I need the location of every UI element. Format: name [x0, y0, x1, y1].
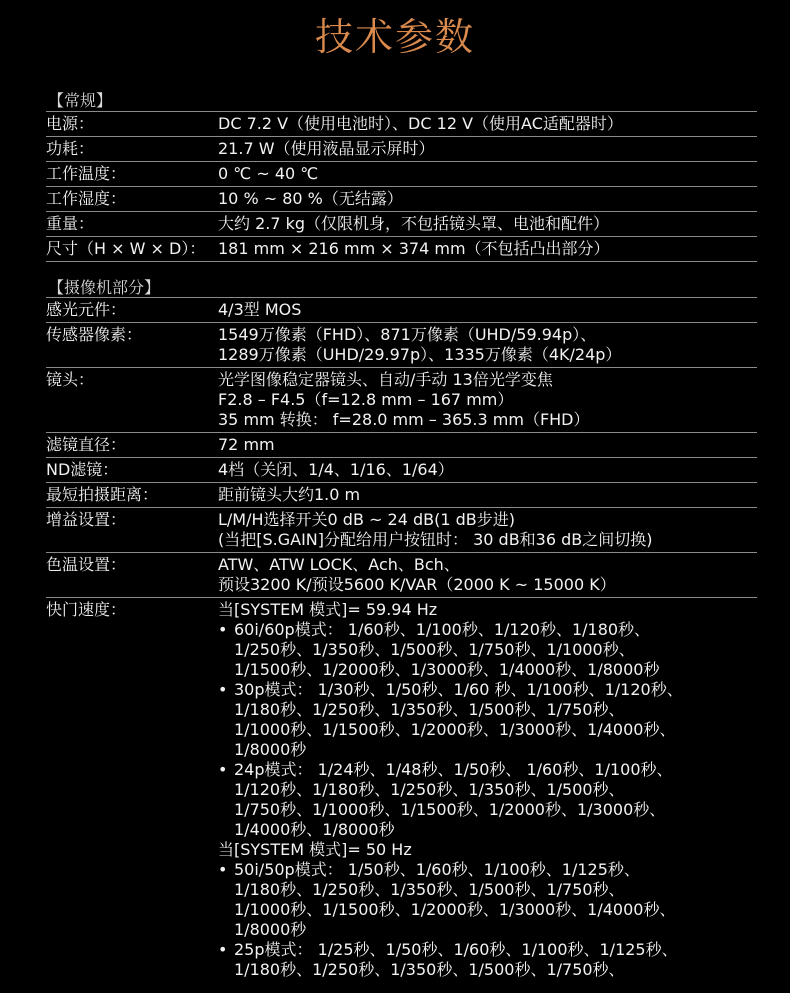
shutter-line: 1/750秒、1/1000秒、1/1500秒、1/2000秒、1/3000秒、 — [234, 800, 666, 819]
shutter-mode-item — [218, 760, 757, 840]
shutter-line: 1/1000秒、1/1500秒、1/2000秒、1/3000秒、1/4000秒、 — [234, 900, 676, 919]
spec-label: 感光元件： — [46, 300, 127, 319]
spec-row — [46, 298, 757, 323]
spec-value-line: 4档（关闭、1/4、1/16、1/64） — [218, 460, 454, 479]
spec-value — [218, 600, 757, 980]
shutter-line: 60i/60p模式： 1/60秒、1/100秒、1/120秒、1/180秒、 — [234, 620, 651, 639]
spec-value-line: 181 mm × 216 mm × 374 mm（不包括凸出部分） — [218, 239, 610, 258]
bullet-icon: • — [218, 760, 228, 779]
spec-label: 滤镜直径： — [46, 435, 127, 454]
spec-row — [46, 323, 757, 368]
spec-value — [218, 555, 757, 595]
bullet-icon: • — [218, 940, 228, 959]
camera-spec-table — [46, 297, 757, 982]
shutter-line: 1/180秒、1/250秒、1/350秒、1/500秒、1/750秒、 — [234, 960, 625, 979]
spec-row — [46, 237, 757, 262]
spec-row — [46, 458, 757, 483]
spec-label: 快门速度： — [46, 600, 127, 619]
shutter-mode-item — [218, 940, 757, 980]
spec-value-line: (当把[S.GAIN]分配给用户按钮时： 30 dB和36 dB之间切换) — [218, 530, 653, 549]
spec-row — [46, 162, 757, 187]
spec-label: 工作温度： — [46, 164, 127, 183]
spec-label: 最短拍摄距离： — [46, 485, 159, 504]
spec-value — [218, 114, 757, 134]
spec-value — [218, 325, 757, 365]
spec-value-line: ATW、ATW LOCK、Ach、Bch、 — [218, 555, 460, 574]
bullet-icon: • — [218, 860, 228, 879]
spec-value — [218, 300, 757, 320]
spec-value-line: L/M/H选择开关0 dB ~ 24 dB(1 dB步进) — [218, 510, 515, 529]
spec-label: 电源： — [46, 114, 95, 133]
shutter-mode-text — [234, 940, 757, 980]
shutter-line: 50i/50p模式： 1/50秒、1/60秒、1/100秒、1/125秒、 — [234, 860, 640, 879]
spec-value-line: 大约 2.7 kg（仅限机身，不包括镜头罩、电池和配件） — [218, 214, 610, 233]
spec-row — [46, 212, 757, 237]
shutter-line: 1/180秒、1/250秒、1/350秒、1/500秒、1/750秒、 — [234, 880, 625, 899]
shutter-line: 1/4000秒、1/8000秒 — [234, 820, 395, 839]
spec-label: 增益设置： — [46, 510, 127, 529]
spec-label: 色温设置： — [46, 555, 127, 574]
spec-value — [218, 460, 757, 480]
shutter-mode-text — [234, 860, 757, 940]
spec-value-line: 0 ℃ ~ 40 ℃ — [218, 164, 319, 183]
spec-value — [218, 164, 757, 184]
spec-row — [46, 187, 757, 212]
spec-value-line: 72 mm — [218, 435, 275, 454]
spec-label: 传感器像素： — [46, 325, 143, 344]
section-heading-general: 【常规】 — [48, 91, 113, 110]
section-heading-camera: 【摄像机部分】 — [48, 278, 161, 297]
shutter-line: 25p模式： 1/25秒、1/50秒、1/60秒、1/100秒、1/125秒、 — [234, 940, 678, 959]
spec-label: 工作湿度： — [46, 189, 127, 208]
spec-value-line: 4/3型 MOS — [218, 300, 302, 319]
general-spec-table — [46, 111, 757, 262]
spec-value — [218, 370, 757, 430]
spec-row-shutter — [46, 598, 757, 982]
bullet-icon: • — [218, 680, 228, 699]
shutter-line: 1/1500秒、1/2000秒、1/3000秒、1/4000秒、1/8000秒 — [234, 660, 660, 679]
shutter-line: 1/8000秒 — [234, 740, 307, 759]
spec-value — [218, 485, 757, 505]
spec-label: 镜头： — [46, 370, 95, 389]
bullet-icon: • — [218, 620, 228, 639]
spec-row — [46, 368, 757, 433]
spec-row — [46, 137, 757, 162]
spec-row — [46, 433, 757, 458]
shutter-mode-text — [234, 620, 757, 680]
shutter-line: 1/250秒、1/350秒、1/500秒、1/750秒、1/1000秒、 — [234, 640, 635, 659]
spec-value-line: 1549万像素（FHD）、871万像素（UHD/59.94p）、 — [218, 325, 597, 344]
shutter-mode-text — [234, 680, 757, 760]
shutter-line: 1/180秒、1/250秒、1/350秒、1/500秒、1/750秒、 — [234, 700, 625, 719]
spec-row — [46, 553, 757, 598]
spec-value-line: 光学图像稳定器镜头、自动/手动 13倍光学变焦 — [218, 370, 553, 389]
spec-label: 尺寸（H × W × D）： — [46, 239, 206, 258]
spec-label: 功耗： — [46, 139, 95, 158]
spec-row — [46, 508, 757, 553]
spec-value-line: 21.7 W（使用液晶显示屏时） — [218, 139, 435, 158]
spec-value — [218, 139, 757, 159]
shutter-mode-item — [218, 680, 757, 760]
spec-value-line: 距前镜头大约1.0 m — [218, 485, 361, 504]
page-title: 技术参数 — [314, 15, 475, 59]
spec-row — [46, 483, 757, 508]
shutter-mode-text — [234, 760, 757, 840]
spec-value — [218, 189, 757, 209]
spec-value-line: 1289万像素（UHD/29.97p）、1335万像素（4K/24p） — [218, 345, 622, 364]
shutter-line: 1/120秒、1/180秒、1/250秒、1/350秒、1/500秒、 — [234, 780, 625, 799]
shutter-line: 1/8000秒 — [234, 920, 307, 939]
spec-value — [218, 239, 757, 259]
shutter-line: 24p模式： 1/24秒、1/48秒、1/50秒、 1/60秒、1/100秒、 — [234, 760, 673, 779]
shutter-mode-item — [218, 620, 757, 680]
spec-value-line: 35 mm 转换： f=28.0 mm – 365.3 mm（FHD） — [218, 410, 590, 429]
system-mode-line: 当[SYSTEM 模式]= 59.94 Hz — [218, 600, 438, 619]
spec-value — [218, 510, 757, 550]
spec-value-line: DC 7.2 V（使用电池时）、DC 12 V（使用AC适配器时） — [218, 114, 623, 133]
spec-value-line: 10 % ~ 80 %（无结露） — [218, 189, 403, 208]
spec-value — [218, 214, 757, 234]
spec-value-line: F2.8 – F4.5（f=12.8 mm – 167 mm） — [218, 390, 514, 409]
spec-value — [218, 435, 757, 455]
spec-label: 重量： — [46, 214, 95, 233]
spec-row — [46, 112, 757, 137]
spec-label: ND滤镜： — [46, 460, 119, 479]
spec-value-line: 预设3200 K/预设5600 K/VAR（2000 K ~ 15000 K） — [218, 575, 616, 594]
system-mode-line: 当[SYSTEM 模式]= 50 Hz — [218, 840, 412, 859]
shutter-line: 30p模式： 1/30秒、1/50秒、1/60 秒、1/100秒、1/120秒、 — [234, 680, 683, 699]
shutter-mode-item — [218, 860, 757, 940]
shutter-line: 1/1000秒、1/1500秒、1/2000秒、1/3000秒、1/4000秒、 — [234, 720, 676, 739]
